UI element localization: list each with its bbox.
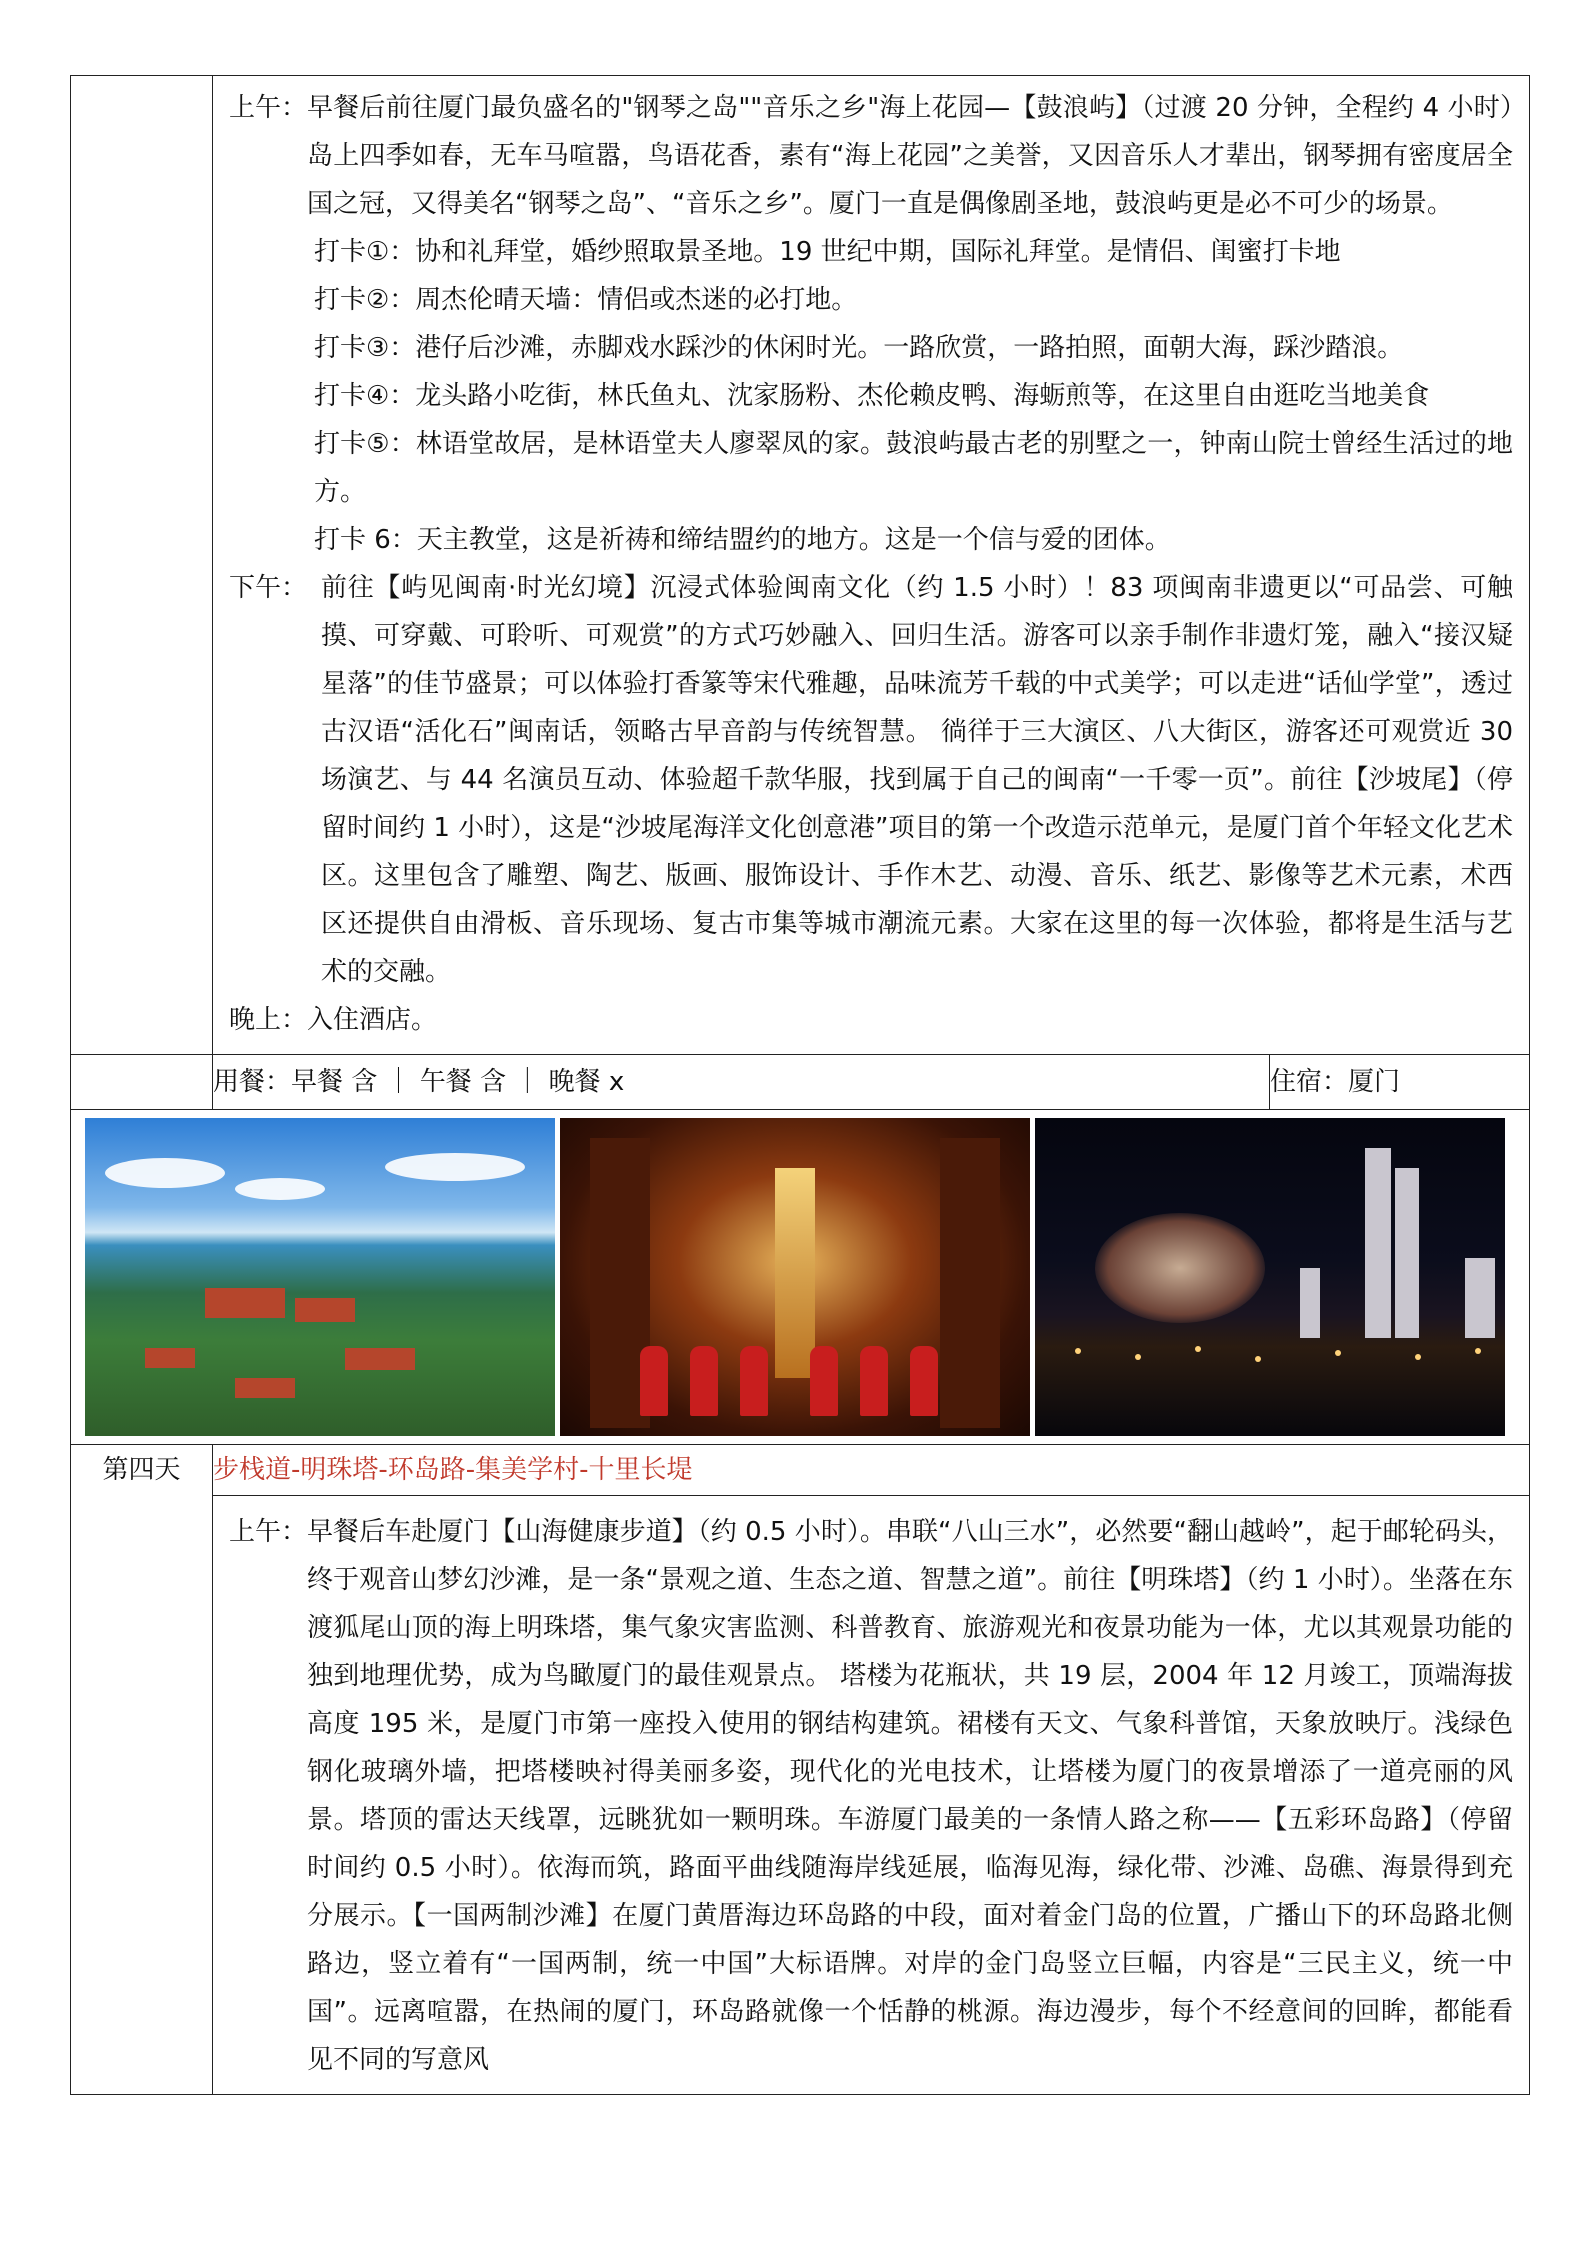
stay-info: 住宿：厦门 [1270, 1055, 1530, 1110]
checkin-item: 打卡③：港仔后沙滩，赤脚戏水踩沙的休闲时光。一路欣赏，一路拍照，面朝大海，踩沙踏浪。 [314, 333, 1404, 363]
checkin-item: 打卡 6：天主教堂，这是祈祷和缔结盟约的地方。这是一个信与爱的团体。 [314, 525, 1171, 555]
day4-content-cell [213, 1496, 1530, 2095]
itinerary-table [70, 75, 1530, 2095]
checkin-item: 打卡⑤：林语堂故居，是林语堂夫人廖翠凤的家。鼓浪屿最古老的别墅之一，钟南山院士曾经生活过的地方。 [314, 429, 1513, 507]
day3-label-cell [71, 76, 213, 1055]
meal-label-cell [71, 1055, 213, 1110]
day3-morning [229, 84, 1513, 228]
xiamen-night-skyline-photo [1035, 1118, 1505, 1436]
afternoon-text: 前往【屿见闽南·时光幻境】沉浸式体验闽南文化（约 1.5 小时）！83 项闽南非遗更以“可品尝、可触摸、可穿戴、可聆听、可观赏”的方式巧妙融入、回归生活。游客可以亲手制作非遗灯笼，融入“接汉疑星落”的佳节盛景；可以体验打香篆等宋代雅趣，品味流芳千载的中式美学；可以走进“话仙学堂”，透过古汉语“活化石”闽南话，领略古早音韵与传统智慧。 徜徉于三大演区、八大街区，游客还可观赏近 30 场演艺、与 44 名演员互动、体验超千款华服，找到属于自己的闽南“一千零一页”。前往【沙坡尾】（停留时间约 1 小时），这是“沙坡尾海洋文化创意港”项目的第一个改造示范单元，是厦门首个年轻文化艺术区。这里包含了雕塑、陶艺、版画、服饰设计、手作木艺、动漫、音乐、纸艺、影像等艺术元素，术西区还提供自由滑板、音乐现场、复古市集等城市潮流元素。大家在这里的每一次体验，都将是生活与艺术的交融。 [321, 573, 1513, 987]
gulangyu-aerial-photo [85, 1118, 555, 1436]
evening-label: 晚上： [229, 1005, 308, 1035]
day4-morning [229, 1508, 1513, 2084]
itinerary-page [70, 75, 1530, 2095]
day3-meal-row [71, 1055, 1530, 1110]
photo-row [71, 1110, 1530, 1445]
afternoon-label: 下午： [229, 573, 308, 603]
morning-label: 上午： [229, 93, 308, 123]
morning-text: 早餐后车赴厦门【山海健康步道】（约 0.5 小时）。串联“八山三水”，必然要“翻山越岭”，起于邮轮码头，终于观音山梦幻沙滩，是一条“景观之道、生态之道、智慧之道”。前往【明珠塔】（约 1 小时）。坐落在东渡狐尾山顶的海上明珠塔，集气象灾害监测、科普教育、旅游观光和夜景功能为一体，尤以其观景功能的独到地理优势，成为鸟瞰厦门的最佳观景点。 塔楼为花瓶状，共 19 层，2004 年 12 月竣工，顶端海拔高度 195 米，是厦门市第一座投入使用的钢结构建筑。裙楼有天文、气象科普馆，天象放映厅。浅绿色钢化玻璃外墙，把塔楼映衬得美丽多姿，现代化的光电技术，让塔楼为厦门的夜景增添了一道亮丽的风景。塔顶的雷达天线罩，远眺犹如一颗明珠。车游厦门最美的一条情人路之称——【五彩环岛路】（停留时间约 0.5 小时）。依海而筑，路面平曲线随海岸线延展，临海见海，绿化带、沙滩、岛礁、海景得到充分展示。【一国两制沙滩】在厦门黄厝海边环岛路的中段，面对着金门岛的位置，广播山下的环岛路北侧路边，竖立着有“一国两制，统一中国”大标语牌。对岸的金门岛竖立巨幅，内容是“三民主义，统一中国”。远离喧嚣，在热闹的厦门，环岛路就像一个恬静的桃源。海边漫步，每个不经意间的回眸，都能看见不同的写意风 [307, 1517, 1513, 2075]
day3-evening [229, 996, 1513, 1044]
meals-info: 用餐：早餐 含 ｜ 午餐 含 ｜ 晚餐 x [213, 1055, 1270, 1110]
checkin-item: 打卡④：龙头路小吃街，林氏鱼丸、沈家肠粉、杰伦赖皮鸭、海蛎煎等，在这里自由逛吃当地美食 [314, 381, 1430, 411]
day4-content-row [71, 1496, 1530, 2095]
morning-label: 上午： [229, 1517, 308, 1547]
day4-route: 步栈道-明珠塔-环岛路-集美学村-十里长堤 [213, 1445, 1530, 1496]
evening-text: 入住酒店。 [307, 1005, 438, 1035]
day3-content-cell [213, 76, 1530, 1055]
day4-label: 第四天 [71, 1445, 213, 2095]
minnan-show-stage-photo [560, 1118, 1030, 1436]
day3-content-row [71, 76, 1530, 1055]
morning-text: 早餐后前往厦门最负盛名的"钢琴之岛""音乐之乡"海上花园—【鼓浪屿】（过渡 20 分钟，全程约 4 小时）岛上四季如春，无车马喧嚣，鸟语花香，素有“海上花园”之美誉，又因音乐人才辈出，钢琴拥有密度居全国之冠，又得美名“钢琴之岛”、“音乐之乡”。厦门一直是偶像剧圣地，鼓浪屿更是必不可少的场景。 [307, 93, 1513, 219]
day4-header-row [71, 1445, 1530, 1496]
checkin-item: 打卡①：协和礼拜堂，婚纱照取景圣地。19 世纪中期，国际礼拜堂。是情侣、闺蜜打卡地 [314, 237, 1341, 267]
photo-cell [71, 1110, 1530, 1445]
day3-afternoon [229, 564, 1513, 996]
checkin-item: 打卡②：周杰伦晴天墙：情侣或杰迷的必打地。 [314, 285, 858, 315]
checkin-list [229, 228, 1513, 564]
